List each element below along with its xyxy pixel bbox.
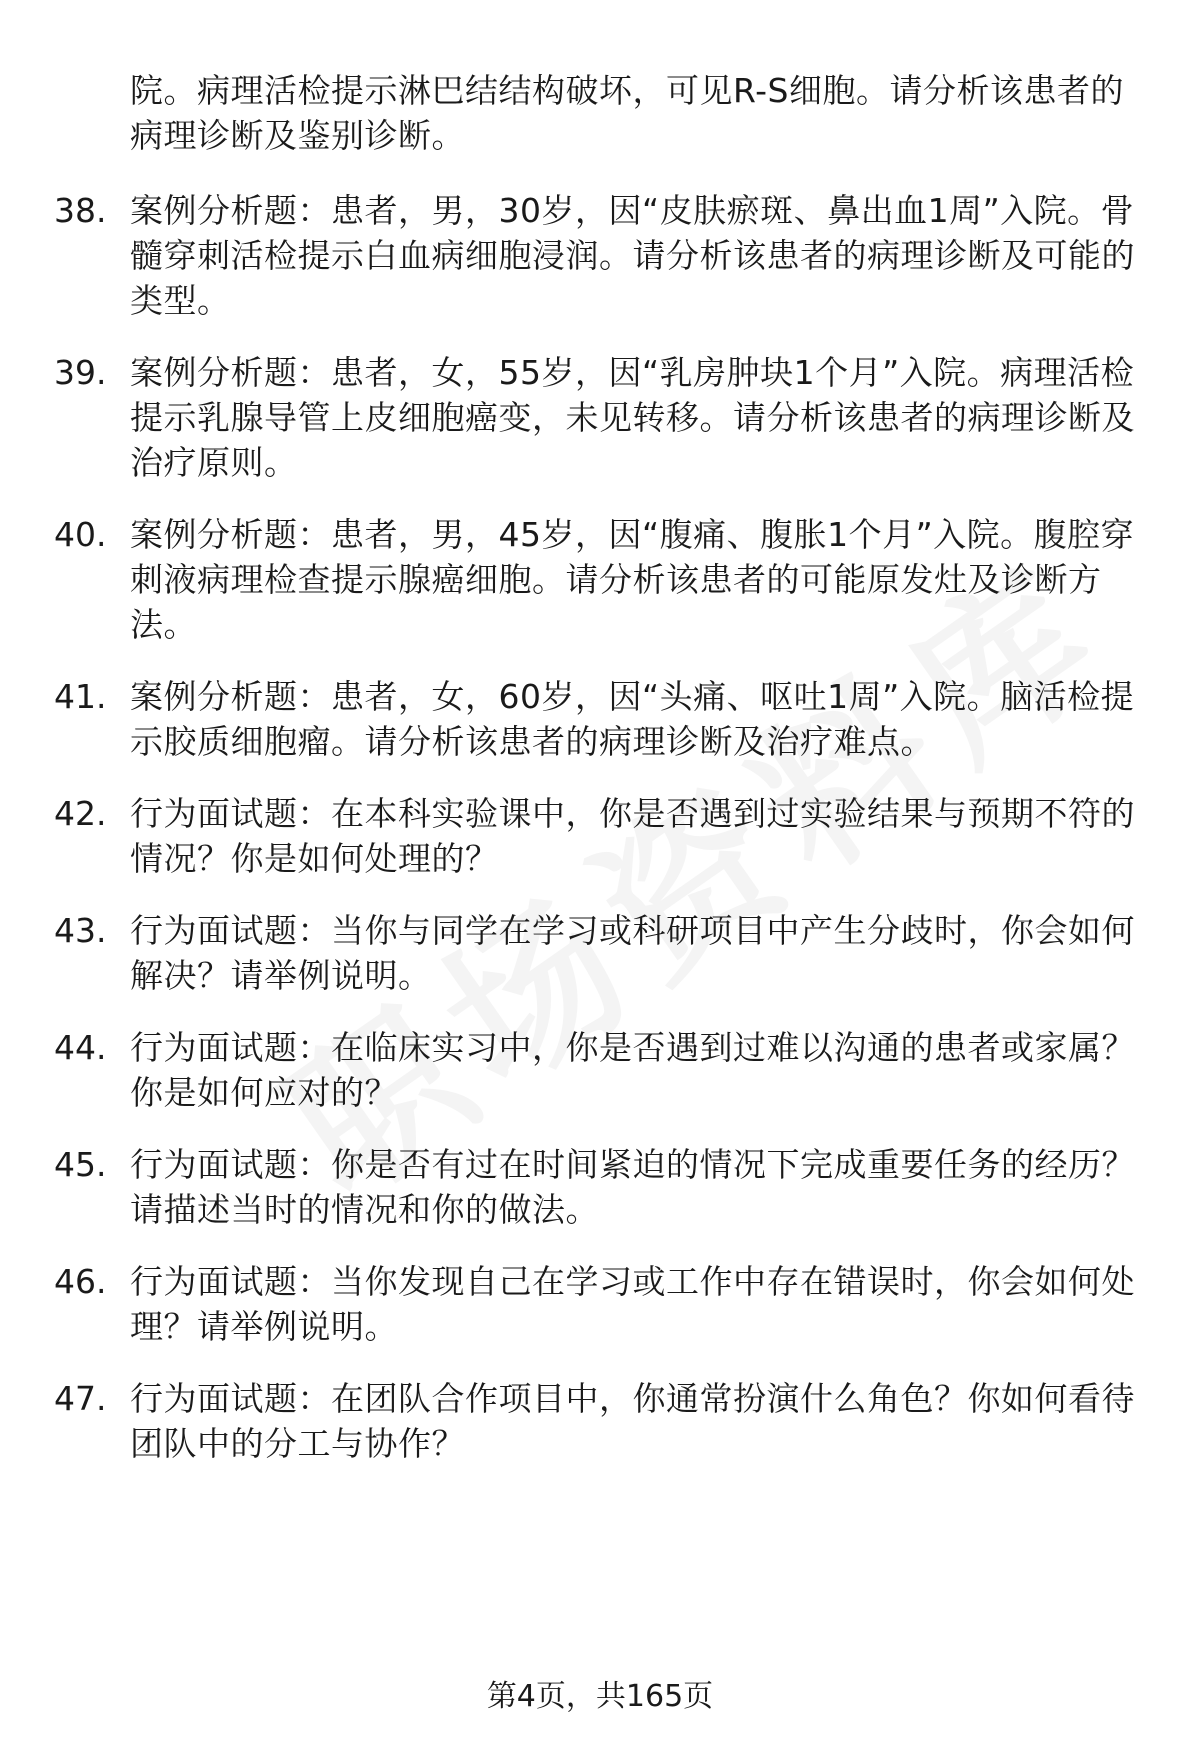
question-text: 行为面试题：你是否有过在时间紧迫的情况下完成重要任务的经历？请描述当时的情况和你的做法。 (130, 1145, 1135, 1229)
question-item (0, 908, 1200, 998)
question-item (0, 1259, 1200, 1349)
question-number: 44. (54, 1028, 107, 1067)
question-item (0, 188, 1200, 323)
question-item (0, 674, 1200, 764)
question-text: 行为面试题：当你发现自己在学习或工作中存在错误时，你会如何处理？请举例说明。 (130, 1262, 1135, 1346)
question-number: 38. (54, 191, 107, 230)
question-text: 行为面试题：在临床实习中，你是否遇到过难以沟通的患者或家属？你是如何应对的？ (130, 1028, 1135, 1112)
question-number: 46. (54, 1262, 107, 1301)
question-number: 43. (54, 911, 107, 950)
question-list (0, 188, 1200, 1493)
question-number: 47. (54, 1379, 107, 1418)
question-text: 行为面试题：在本科实验课中，你是否遇到过实验结果与预期不符的情况？你是如何处理的？ (130, 794, 1135, 878)
question-text: 案例分析题：患者，女，60岁，因“头痛、呕吐1周”入院。脑活检提示胶质细胞瘤。请分析该患者的病理诊断及治疗难点。 (130, 677, 1135, 761)
question-number: 41. (54, 677, 107, 716)
question-item (0, 1142, 1200, 1232)
question-text: 行为面试题：在团队合作项目中，你通常扮演什么角色？你如何看待团队中的分工与协作？ (130, 1379, 1135, 1463)
question-item (0, 350, 1200, 485)
question-item (0, 791, 1200, 881)
question-text: 行为面试题：当你与同学在学习或科研项目中产生分歧时，你会如何解决？请举例说明。 (130, 911, 1135, 995)
question-item (0, 1025, 1200, 1115)
page-footer: 第4页，共165页 (486, 1679, 714, 1714)
question-item (0, 1376, 1200, 1466)
question-item (0, 512, 1200, 647)
continued-question-text: 院。病理活检提示淋巴结结构破坏，可见R-S细胞。请分析该患者的病理诊断及鉴别诊断。 (130, 71, 1124, 155)
question-number: 39. (54, 353, 107, 392)
question-text: 案例分析题：患者，男，45岁，因“腹痛、腹胀1个月”入院。腹腔穿刺液病理检查提示腺癌细胞。请分析该患者的可能原发灶及诊断方法。 (130, 515, 1135, 644)
question-number: 40. (54, 515, 107, 554)
question-number: 45. (54, 1145, 107, 1184)
question-number: 42. (54, 794, 107, 833)
question-text: 案例分析题：患者，男，30岁，因“皮肤瘀斑、鼻出血1周”入院。骨髓穿刺活检提示白血病细胞浸润。请分析该患者的病理诊断及可能的类型。 (130, 191, 1135, 320)
question-text: 案例分析题：患者，女，55岁，因“乳房肿块1个月”入院。病理活检提示乳腺导管上皮细胞癌变，未见转移。请分析该患者的病理诊断及治疗原则。 (130, 353, 1135, 482)
